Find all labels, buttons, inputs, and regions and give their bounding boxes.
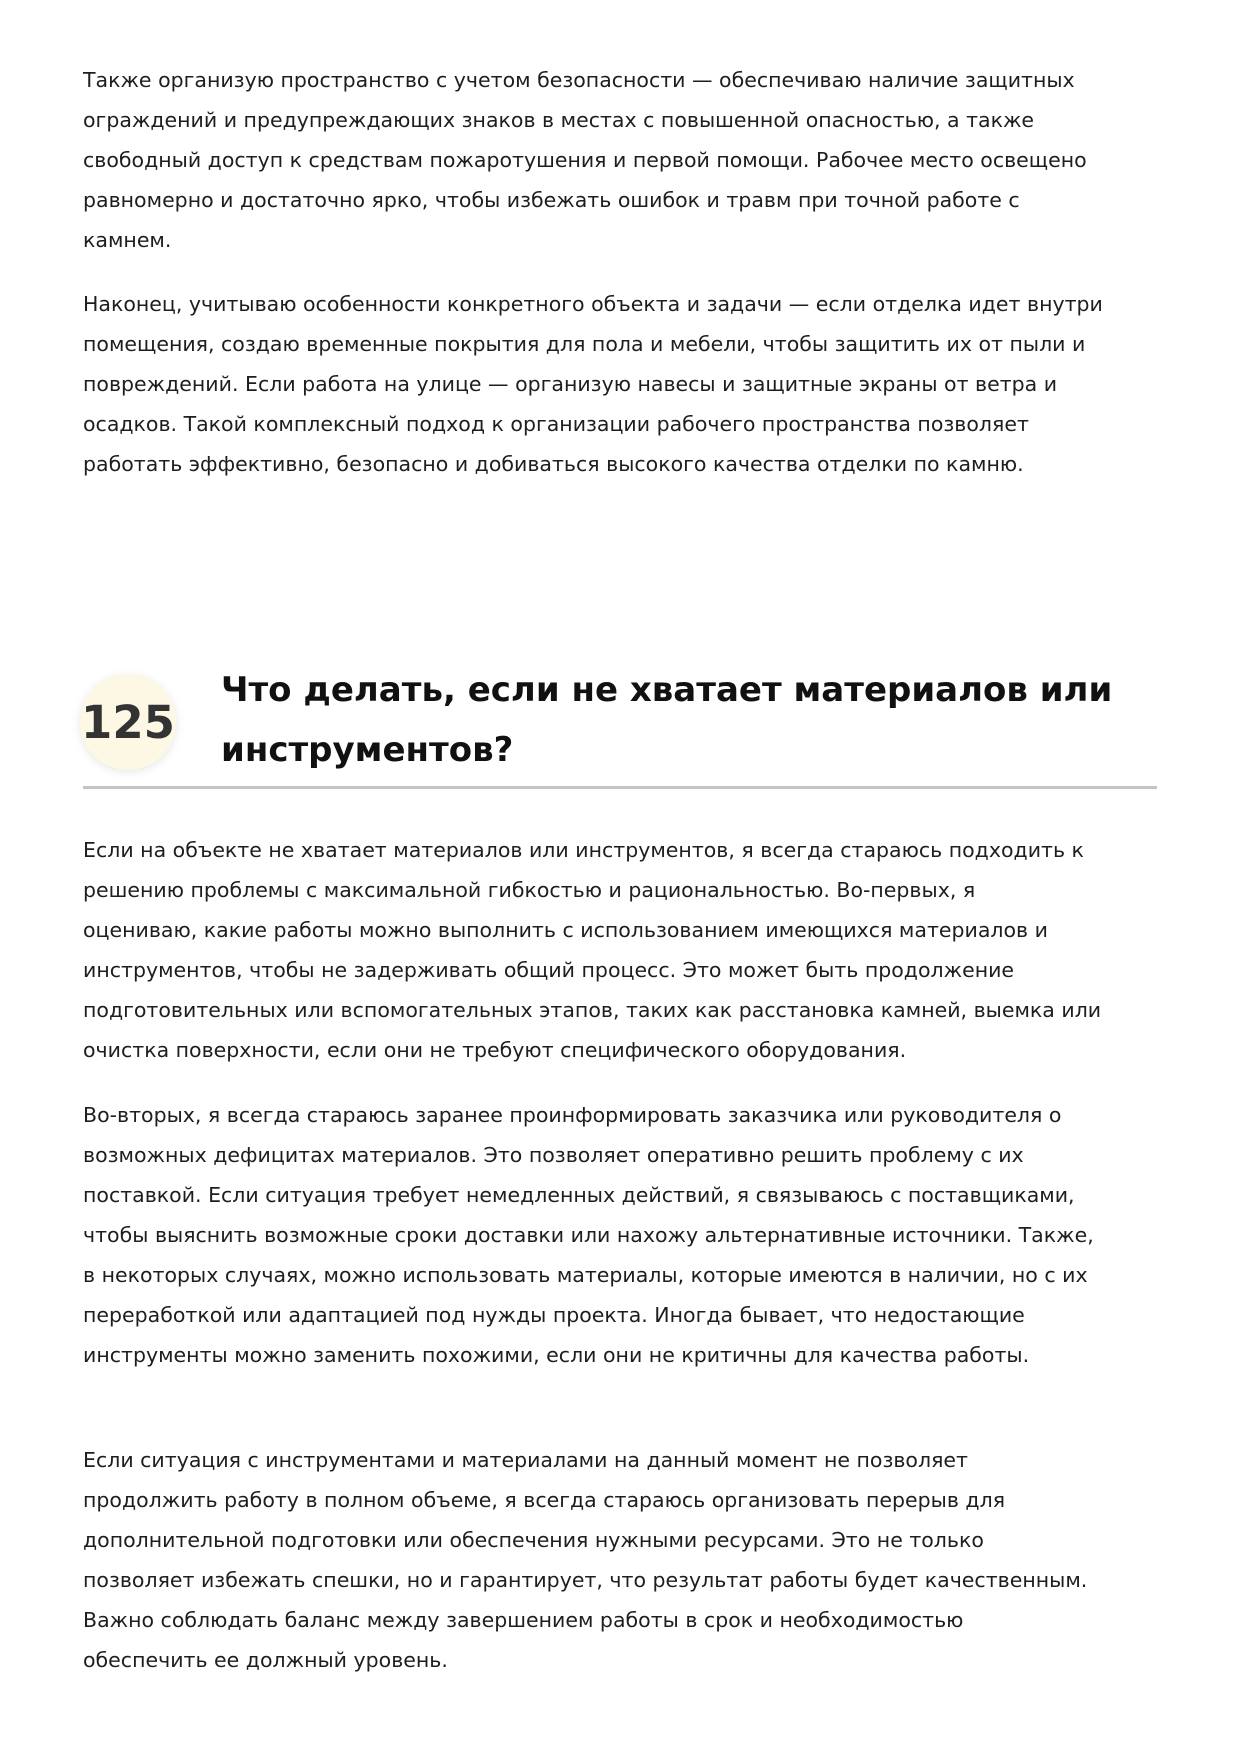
text-line: ограждений и предупреждающих знаков в местах с повышенной опасностью, а также — [83, 108, 1035, 132]
text-line: Важно соблюдать баланс между завершением работы в срок и необходимостью — [83, 1608, 964, 1632]
text-line: инструментов, чтобы не задерживать общий процесс. Это может быть продолжение — [83, 958, 1015, 982]
text-line: позволяет избежать спешки, но и гарантирует, что результат работы будет качественным. — [83, 1568, 1088, 1592]
paragraph — [83, 1440, 1163, 1680]
text-line: равномерно и достаточно ярко, чтобы избежать ошибок и травм при точной работе с — [83, 188, 1020, 212]
text-line: поставкой. Если ситуация требует немедленных действий, я связываюсь с поставщиками, — [83, 1183, 1075, 1207]
section-heading — [221, 660, 1171, 780]
text-line: чтобы выяснить возможные сроки доставки или нахожу альтернативные источники. Также, — [83, 1223, 1094, 1247]
text-line: повреждений. Если работа на улице — организую навесы и защитные экраны от ветра и — [83, 372, 1058, 396]
paragraph — [83, 284, 1163, 484]
text-line: переработкой или адаптацией под нужды проекта. Иногда бывает, что недостающие — [83, 1303, 1025, 1327]
text-line: подготовительных или вспомогательных этапов, таких как расстановка камней, выемка или — [83, 998, 1102, 1022]
text-line: продолжить работу в полном объеме, я всегда стараюсь организовать перерыв для — [83, 1488, 1006, 1512]
heading-divider — [83, 786, 1157, 789]
text-line: осадков. Такой комплексный подход к организации рабочего пространства позволяет — [83, 412, 1029, 436]
text-line: инструменты можно заменить похожими, если они не критичны для качества работы. — [83, 1343, 1030, 1367]
question-number-badge — [80, 674, 176, 770]
text-line: возможных дефицитах материалов. Это позволяет оперативно решить проблему с их — [83, 1143, 1024, 1167]
text-line: свободный доступ к средствам пожаротушения и первой помощи. Рабочее место освещено — [83, 148, 1087, 172]
text-line: дополнительной подготовки или обеспечения нужными ресурсами. Это не только — [83, 1528, 984, 1552]
text-line: Если ситуация с инструментами и материалами на данный момент не позволяет — [83, 1448, 968, 1472]
text-line: в некоторых случаях, можно использовать материалы, которые имеются в наличии, но с их — [83, 1263, 1088, 1287]
question-number: 125 — [81, 695, 175, 749]
text-line: очистка поверхности, если они не требуют специфического оборудования. — [83, 1038, 907, 1062]
text-line: Наконец, учитываю особенности конкретного объекта и задачи — если отделка идет внутри — [83, 292, 1103, 316]
text-line: Также организую пространство с учетом безопасности — обеспечиваю наличие защитных — [83, 68, 1075, 92]
text-line: обеспечить ее должный уровень. — [83, 1648, 448, 1672]
paragraph — [83, 830, 1163, 1070]
text-line: Во-вторых, я всегда стараюсь заранее проинформировать заказчика или руководителя о — [83, 1103, 1062, 1127]
text-line: Если на объекте не хватает материалов или инструментов, я всегда стараюсь подходить к — [83, 838, 1084, 862]
text-line: Что делать, если не хватает материалов или — [221, 670, 1113, 710]
text-line: работать эффективно, безопасно и добиваться высокого качества отделки по камню. — [83, 452, 1024, 476]
text-line: помещения, создаю временные покрытия для пола и мебели, чтобы защитить их от пыли и — [83, 332, 1086, 356]
paragraph — [83, 60, 1163, 260]
paragraph — [83, 1095, 1163, 1375]
text-line: камнем. — [83, 228, 172, 252]
text-line: оцениваю, какие работы можно выполнить с использованием имеющихся материалов и — [83, 918, 1048, 942]
text-line: решению проблемы с максимальной гибкостью и рациональностью. Во-первых, я — [83, 878, 976, 902]
text-line: инструментов? — [221, 730, 514, 770]
